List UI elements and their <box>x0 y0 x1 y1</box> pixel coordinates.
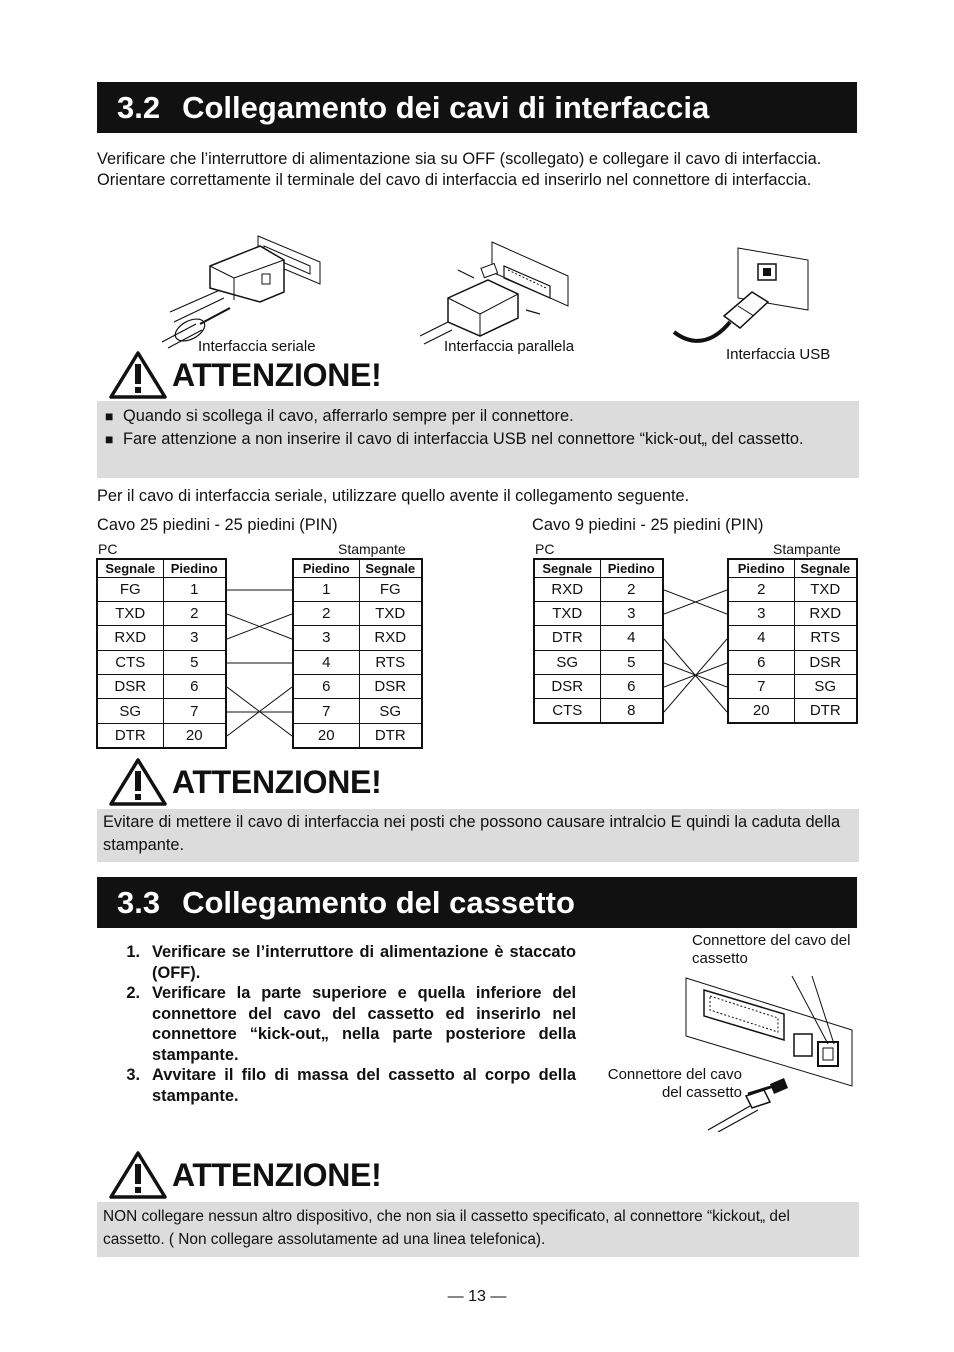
table-row <box>293 577 422 601</box>
table-cell: 8 <box>600 699 663 723</box>
table-cell: 7 <box>728 675 794 699</box>
warning-text: Evitare di mettere il cavo di interfaccia nei posti che possono causare intralcio E quindi la caduta della stampante. <box>103 813 841 854</box>
warning-item: Quando si scollega il cavo, afferrarlo sempre per il connettore. <box>123 407 574 425</box>
table-cell: 3 <box>163 626 226 650</box>
table-row <box>293 675 422 699</box>
usb-interface-illustration <box>672 246 814 350</box>
column-header: Segnale <box>794 559 857 577</box>
bullet-square-icon: ■ <box>105 408 114 424</box>
column-header: Piedino <box>293 559 359 577</box>
table-cell: 6 <box>163 675 226 699</box>
table-cell: TXD <box>794 577 857 601</box>
table-cell: RXD <box>359 626 422 650</box>
table-row <box>97 699 226 723</box>
table-row <box>534 601 663 625</box>
table-cell: DTR <box>97 723 163 747</box>
table-cell: 3 <box>600 601 663 625</box>
table-row <box>293 723 422 747</box>
table-cell: DSR <box>794 650 857 674</box>
drawer-connector-bottom-label: Connettore del cavo del cassetto <box>607 1066 742 1101</box>
section-header-3-3 <box>97 877 857 928</box>
table-row <box>97 675 226 699</box>
serial-cable-note: Per il cavo di interfaccia seriale, utilizzare quello avente il collegamento seguente. <box>97 487 690 505</box>
column-header: Piedino <box>728 559 794 577</box>
table-row <box>728 626 857 650</box>
warning-triangle-icon <box>108 757 168 807</box>
column-header: Segnale <box>534 559 600 577</box>
table-cell: 3 <box>728 601 794 625</box>
intro-line-1: Verificare che l’interruttore di alimentazione sia su OFF (scollegato) e collegare il cavo di interfaccia. <box>97 150 822 168</box>
drawer-connector-top-label: Connettore del cavo del cassetto <box>692 932 851 967</box>
warning-box-1 <box>97 401 859 478</box>
table-row <box>534 650 663 674</box>
table-row <box>728 675 857 699</box>
table-cell: SG <box>97 699 163 723</box>
step-number: 2. <box>126 984 140 1002</box>
table-cell: TXD <box>97 601 163 625</box>
table-row <box>97 626 226 650</box>
page-number: — 13 — <box>447 1288 507 1305</box>
cable25-printer-label: Stampante <box>338 541 406 557</box>
table-row <box>728 601 857 625</box>
usb-interface-label: Interfaccia USB <box>726 346 831 363</box>
table-cell: 7 <box>293 699 359 723</box>
parallel-interface-label: Interfaccia parallela <box>444 338 575 355</box>
table-row <box>728 577 857 601</box>
table-row <box>97 650 226 674</box>
table-cell: SG <box>794 675 857 699</box>
table-cell: FG <box>359 577 422 601</box>
table-cell: 6 <box>293 675 359 699</box>
list-item <box>105 405 851 428</box>
intro-line-2: Orientare correttamente il terminale del cavo di interfaccia ed inserirlo nel connettore di interfaccia. <box>97 170 812 189</box>
table-row <box>97 723 226 747</box>
column-header: Piedino <box>163 559 226 577</box>
warning-heading-3 <box>108 1150 381 1200</box>
step-number: 3. <box>126 1066 140 1084</box>
warning-title: ATTENZIONE! <box>172 763 382 800</box>
table-cell: 20 <box>163 723 226 747</box>
table-cell: 6 <box>728 650 794 674</box>
intro-text <box>97 149 859 190</box>
table-cell: RTS <box>359 650 422 674</box>
table-cell: 1 <box>293 577 359 601</box>
table-cell: RXD <box>794 601 857 625</box>
table-cell: RXD <box>534 577 600 601</box>
column-header: Segnale <box>97 559 163 577</box>
warning-triangle-icon <box>108 350 168 400</box>
table-cell: 20 <box>728 699 794 723</box>
list-item <box>118 983 576 1065</box>
cable9-title: Cavo 9 piedini - 25 piedini (PIN) <box>532 516 764 534</box>
table-cell: DTR <box>794 699 857 723</box>
step-number: 1. <box>126 943 140 961</box>
warning-box-3 <box>97 1202 859 1257</box>
table-cell: 4 <box>728 626 794 650</box>
cable9-pc-label: PC <box>535 541 555 557</box>
table-cell: 2 <box>728 577 794 601</box>
warning-triangle-icon <box>108 1150 168 1200</box>
section-title: Collegamento del cassetto <box>182 884 575 920</box>
table-cell: DSR <box>534 675 600 699</box>
bullet-square-icon: ■ <box>105 431 114 447</box>
table-cell: CTS <box>534 699 600 723</box>
table-cell: RTS <box>794 626 857 650</box>
table-cell: TXD <box>534 601 600 625</box>
table-cell: FG <box>97 577 163 601</box>
list-item <box>118 942 576 983</box>
table-cell: RXD <box>97 626 163 650</box>
table-row <box>728 650 857 674</box>
table-row <box>293 699 422 723</box>
serial-interface-label: Interfaccia seriale <box>198 338 316 355</box>
column-header: Piedino <box>600 559 663 577</box>
table-cell: DTR <box>534 626 600 650</box>
cable9-wiring <box>664 578 727 726</box>
step-text: Verificare la parte superiore e quella inferiore del connettore del cavo del cassetto ed inserirlo nel connettore “kick-out„ nella parte posteriore della stampante. <box>152 984 576 1064</box>
step-text: Verificare se l’interruttore di alimentazione è staccato (OFF). <box>152 943 576 982</box>
cable9-pc-table <box>533 558 664 724</box>
table-cell: 4 <box>600 626 663 650</box>
table-row <box>534 577 663 601</box>
table-cell: 20 <box>293 723 359 747</box>
warning-heading-2 <box>108 757 381 807</box>
section-number: 3.2 <box>117 89 161 125</box>
table-row <box>97 601 226 625</box>
table-row <box>293 601 422 625</box>
step-text: Avvitare il filo di massa del cassetto al corpo della stampante. <box>152 1066 576 1105</box>
drawer-connector-illustration <box>684 970 859 1132</box>
table-cell: DSR <box>359 675 422 699</box>
table-cell: 5 <box>163 650 226 674</box>
table-row <box>534 675 663 699</box>
table-cell: DSR <box>97 675 163 699</box>
table-cell: DTR <box>359 723 422 747</box>
table-row <box>534 699 663 723</box>
warning-text: NON collegare nessun altro dispositivo, che non sia il cassetto specificato, al connettore “kickout„ del cassetto. ( Non collegare assolutamente ad una linea telefonica). <box>103 1208 790 1248</box>
table-row <box>293 650 422 674</box>
section-header-3-2 <box>97 82 857 133</box>
table-cell: TXD <box>359 601 422 625</box>
serial-interface-illustration <box>160 232 330 350</box>
table-cell: SG <box>534 650 600 674</box>
warning-item: Fare attenzione a non inserire il cavo di interfaccia USB nel connettore “kick-out„ del cassetto. <box>123 430 804 448</box>
table-row <box>534 626 663 650</box>
table-cell: 6 <box>600 675 663 699</box>
warning-title: ATTENZIONE! <box>172 356 382 393</box>
cable9-printer-table <box>727 558 858 724</box>
list-item <box>105 428 851 451</box>
section-title: Collegamento dei cavi di interfaccia <box>182 89 710 125</box>
table-cell: 4 <box>293 650 359 674</box>
column-header: Segnale <box>359 559 422 577</box>
table-cell: 2 <box>163 601 226 625</box>
table-cell: 2 <box>600 577 663 601</box>
warning-heading-1 <box>108 350 381 400</box>
table-cell: 1 <box>163 577 226 601</box>
cable25-title: Cavo 25 piedini - 25 piedini (PIN) <box>97 516 338 534</box>
warning-box-2 <box>97 809 859 862</box>
cable25-pc-label: PC <box>98 541 118 557</box>
cable25-pc-table <box>96 558 227 749</box>
table-cell: CTS <box>97 650 163 674</box>
table-cell: 7 <box>163 699 226 723</box>
parallel-interface-illustration <box>418 240 573 345</box>
table-cell: 2 <box>293 601 359 625</box>
section-number: 3.3 <box>117 884 161 920</box>
table-row <box>293 626 422 650</box>
list-item <box>118 1065 576 1106</box>
warning-title: ATTENZIONE! <box>172 1156 382 1193</box>
table-cell: 5 <box>600 650 663 674</box>
table-row <box>728 699 857 723</box>
table-row <box>97 577 226 601</box>
cable9-printer-label: Stampante <box>773 541 841 557</box>
cable25-printer-table <box>292 558 423 749</box>
steps-list <box>118 942 576 1106</box>
table-cell: SG <box>359 699 422 723</box>
table-cell: 3 <box>293 626 359 650</box>
cable25-wiring <box>227 578 292 750</box>
